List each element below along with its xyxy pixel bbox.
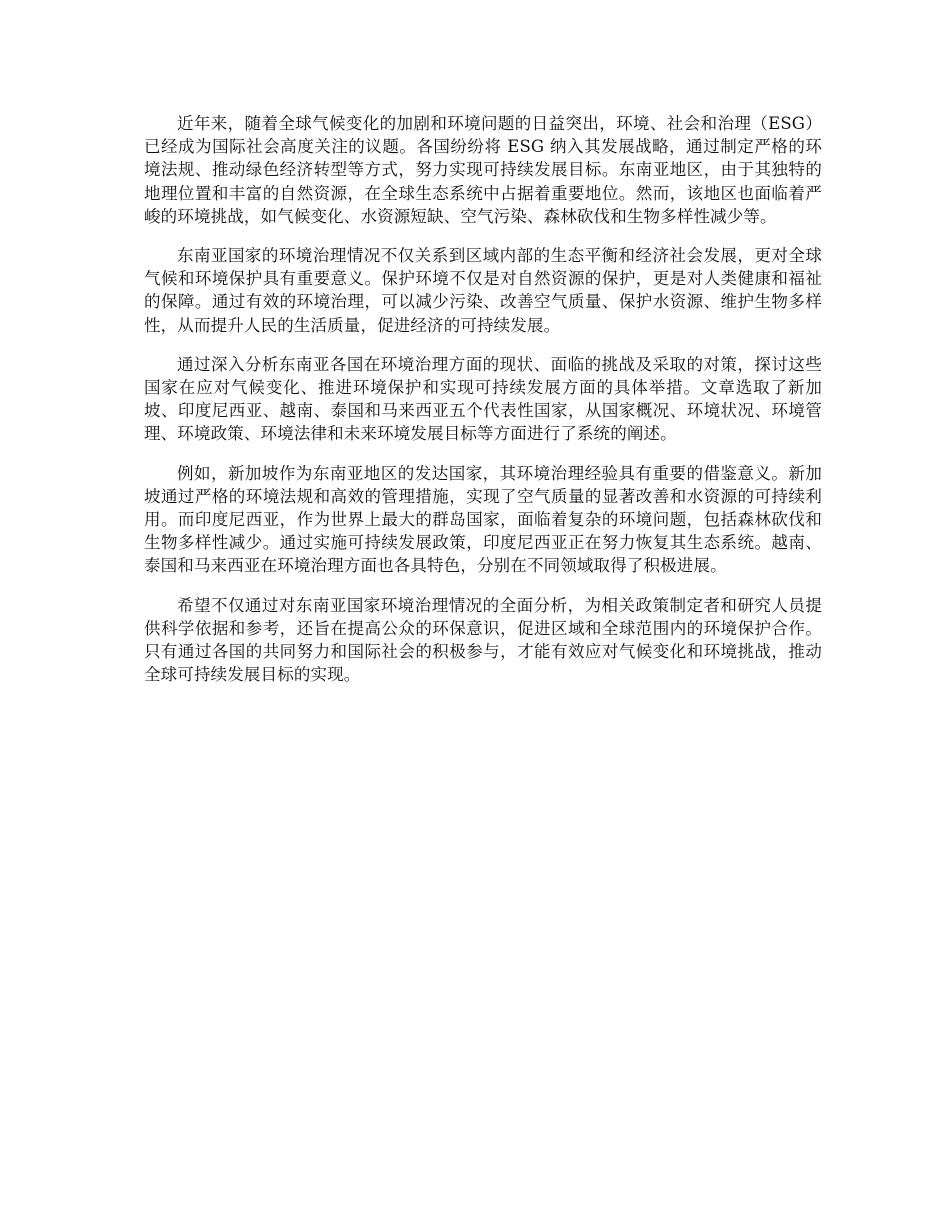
document-body <box>144 112 822 702</box>
paragraph-conclusion: 希望不仅通过对东南亚国家环境治理情况的全面分析，为相关政策制定者和研究人员提供科学依据和参考，还旨在提高公众的环保意识，促进区域和全球范围内的环境保护合作。只有通过各国的共同努力和国际社会的积极参与，才能有效应对气候变化和环境挑战，推动全球可持续发展目标的实现。 <box>144 595 822 685</box>
paragraph-intro: 近年来，随着全球气候变化的加剧和环境问题的日益突出，环境、社会和治理（ESG）已经成为国际社会高度关注的议题。各国纷纷将 ESG 纳入其发展战略，通过制定严格的环境法规、推动绿色经济转型等方式，努力实现可持续发展目标。东南亚地区，由于其独特的地理位置和丰富的自然资源，在全球生态系统中占据着重要地位。然而，该地区也面临着严峻的环境挑战，如气候变化、水资源短缺、空气污染、森林砍伐和生物多样性减少等。 <box>144 114 822 226</box>
paragraph-examples: 例如，新加坡作为东南亚地区的发达国家，其环境治理经验具有重要的借鉴意义。新加坡通过严格的环境法规和高效的管理措施，实现了空气质量的显著改善和水资源的可持续利用。而印度尼西亚，作为世界上最大的群岛国家，面临着复杂的环境问题，包括森林砍伐和生物多样性减少。通过实施可持续发展政策，印度尼西亚正在努力恢复其生态系统。越南、泰国和马来西亚在环境治理方面也各具特色，分别在不同领域取得了积极进展。 <box>144 463 822 576</box>
paragraph-significance: 东南亚国家的环境治理情况不仅关系到区域内部的生态平衡和经济社会发展，更对全球气候和环境保护具有重要意义。保护环境不仅是对自然资源的保护，更是对人类健康和福祉的保障。通过有效的环境治理，可以减少污染、改善空气质量、保护水资源、维护生物多样性，从而提升人民的生活质量，促进经济的可持续发展。 <box>144 246 822 335</box>
paragraph-scope: 通过深入分析东南亚各国在环境治理方面的现状、面临的挑战及采取的对策，探讨这些国家在应对气候变化、推进环境保护和实现可持续发展方面的具体举措。文章选取了新加坡、印度尼西亚、越南、泰国和马来西亚五个代表性国家，从国家概况、环境状况、环境管理、环境政策、环境法律和未来环境发展目标等方面进行了系统的阐述。 <box>144 354 822 444</box>
